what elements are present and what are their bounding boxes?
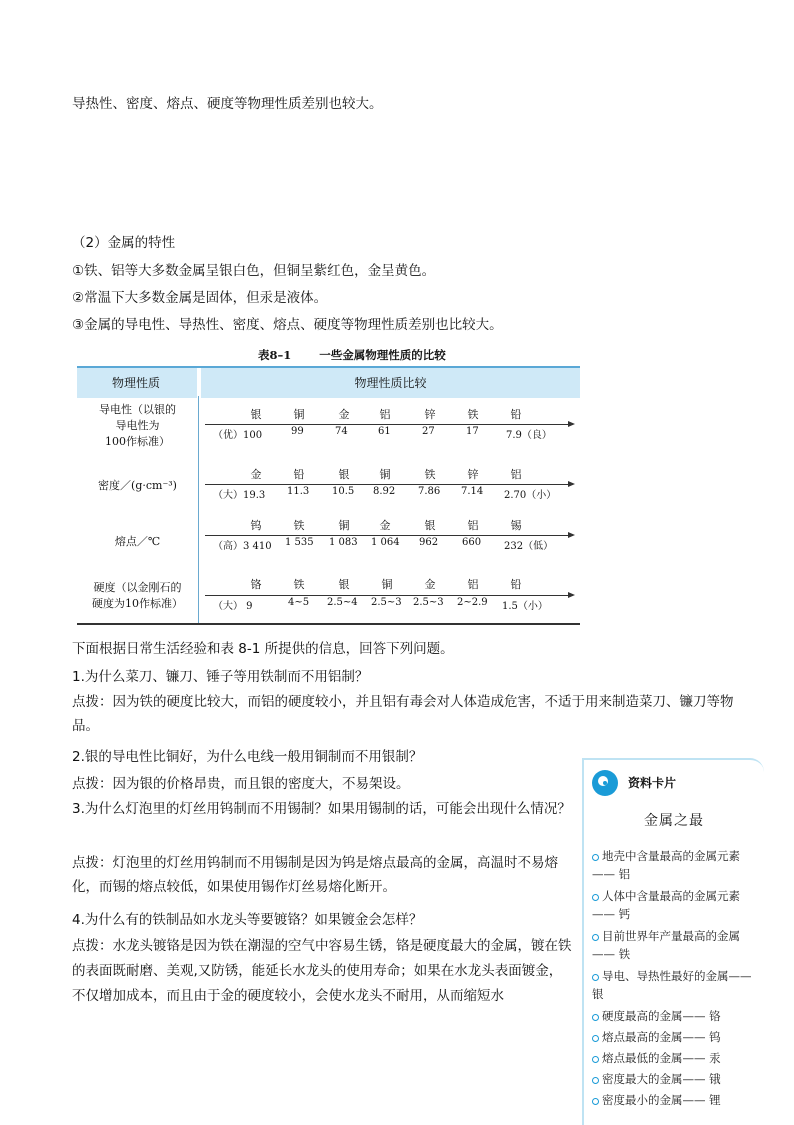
metal-value: （大） 9 <box>213 601 253 612</box>
metal-value: 4~5 <box>288 597 310 608</box>
table-header-property: 物理性质 <box>111 376 160 390</box>
answer-2: 点拨：因为银的价格昂贵，而且银的密度大，不易架设。 <box>72 776 410 792</box>
question-2: 2.银的导电性比铜好，为什么电线一般用铜制而不用银制？ <box>72 749 423 765</box>
metal-value: 1 083 <box>329 537 358 548</box>
metal-value: 1 535 <box>285 537 314 548</box>
metal-value: 2.5~3 <box>371 597 402 608</box>
card-label: 资料卡片 <box>628 776 677 790</box>
fact-item: 目前世界年产量最高的金属—— 铁 <box>592 929 740 961</box>
info-card <box>582 758 764 1125</box>
metal-properties-table <box>77 366 580 625</box>
table-header-comparison: 物理性质比较 <box>354 376 427 390</box>
metal-name: 铜 <box>338 519 350 532</box>
metal-name: 银 <box>338 468 350 481</box>
metal-name: 铅 <box>293 468 305 481</box>
metal-value: 61 <box>378 426 391 437</box>
metal-name: 金 <box>424 578 436 591</box>
table-caption <box>258 347 446 363</box>
bullet-icon <box>592 1077 599 1084</box>
metal-value: 660 <box>462 537 482 548</box>
metal-name: 铜 <box>381 578 393 591</box>
section-point-2: ②常温下大多数金属是固体，但汞是液体。 <box>72 290 328 306</box>
metal-name: 铝 <box>467 578 479 591</box>
row-label-line: 熔点／℃ <box>114 535 161 548</box>
metal-value: 17 <box>466 426 479 437</box>
table-bottom-rule <box>77 623 580 625</box>
metal-value: 7.86 <box>418 486 441 497</box>
row-label-hardness <box>77 580 198 612</box>
row-label-density <box>77 478 198 494</box>
section-point-1: ①铁、铝等大多数金属呈银白色，但铜呈紫红色，金呈黄色。 <box>72 263 436 279</box>
section-heading: （2）金属的特性 <box>72 235 176 251</box>
metal-value: 11.3 <box>287 486 310 497</box>
bullet-icon <box>592 1056 599 1063</box>
metal-name: 铁 <box>293 519 305 532</box>
metal-name: 锌 <box>467 468 479 481</box>
metal-name: 金 <box>338 408 350 421</box>
answer-1: 点拨：因为铁的硬度比较大，而铝的硬度较小，并且铝有毒会对人体造成危害，不适于用来制造菜刀、镰刀等物品。 <box>72 694 734 734</box>
fact-item: 熔点最高的金属—— 钨 <box>592 1028 762 1046</box>
bullet-icon <box>592 974 599 981</box>
row-label-line: 硬度为10作标准） <box>92 597 183 610</box>
metal-name: 锡 <box>510 519 522 532</box>
metal-name: 银 <box>424 519 436 532</box>
row-label-conductivity <box>77 402 198 450</box>
metal-value: 2.5~3 <box>413 597 444 608</box>
metal-value: 99 <box>291 426 304 437</box>
metal-value: 74 <box>335 426 348 437</box>
bullet-icon <box>592 1035 599 1042</box>
metal-value: 962 <box>419 537 439 548</box>
fact-item: 地壳中含量最高的金属元素—— 铝 <box>592 849 740 881</box>
metal-name: 铝 <box>510 468 522 481</box>
bullet-icon <box>592 854 599 861</box>
metal-value: 7.9（良） <box>506 430 552 441</box>
metal-name: 金 <box>250 468 262 481</box>
info-circle-icon <box>592 770 618 796</box>
metal-value: （高）3 410 <box>213 541 272 552</box>
metal-name: 锌 <box>424 408 436 421</box>
metal-value: 10.5 <box>332 486 355 497</box>
metal-name: 金 <box>379 519 391 532</box>
metal-value: （大）19.3 <box>213 490 266 501</box>
question-3: 3.为什么灯泡里的灯丝用钨制而不用锡制？如果用锡制的话，可能会出现什么情况？ <box>72 801 571 817</box>
metal-name: 银 <box>250 408 262 421</box>
metal-name: 铜 <box>293 408 305 421</box>
row-label-line: 导电性（以银的 <box>99 403 176 416</box>
table-header <box>77 366 580 398</box>
bullet-icon <box>592 894 599 901</box>
table-caption-number: 表8–1 <box>258 348 292 362</box>
row-label-line: 导电性为 <box>115 419 160 432</box>
table-caption-title: 一些金属物理性质的比较 <box>319 348 446 362</box>
metal-name: 铁 <box>424 468 436 481</box>
fact-item: 导电、导热性最好的金属—— 银 <box>592 969 752 1001</box>
comparison-arrow <box>205 424 573 425</box>
metal-value: 1 064 <box>371 537 400 548</box>
metal-name: 铬 <box>250 578 262 591</box>
metal-value: 232（低） <box>504 541 554 552</box>
question-4: 4.为什么有的铁制品如水龙头等要镀铬？如果镀金会怎样？ <box>72 912 423 928</box>
question-1: 1.为什么菜刀、镰刀、锤子等用铁制而不用铝制？ <box>72 669 369 685</box>
row-label-line: 硬度（以金刚石的 <box>93 581 182 594</box>
fact-item: 硬度最高的金属—— 铬 <box>592 1007 762 1025</box>
comparison-arrow <box>205 484 573 485</box>
metal-name: 铝 <box>379 408 391 421</box>
questions-intro: 下面根据日常生活经验和表 8-1 所提供的信息，回答下列问题。 <box>72 641 454 657</box>
comparison-arrow <box>205 535 573 536</box>
fact-item: 密度最小的金属—— 锂 <box>592 1091 762 1109</box>
metal-name: 银 <box>338 578 350 591</box>
section-point-3: ③金属的导电性、导热性、密度、熔点、硬度等物理性质差别也比较大。 <box>72 317 503 333</box>
metal-name: 铅 <box>510 578 522 591</box>
bullet-icon <box>592 1098 599 1105</box>
metal-name: 铁 <box>467 408 479 421</box>
comparison-arrow <box>205 595 573 596</box>
metal-value: 2.70（小） <box>504 490 557 501</box>
metal-value: 7.14 <box>461 486 484 497</box>
metal-name: 铅 <box>510 408 522 421</box>
answer-4: 点拨：水龙头镀铬是因为铁在潮湿的空气中容易生锈，铬是硬度最大的金属，镀在铁的表面既耐磨、美观,又防锈，能延长水龙头的使用寿命；如果在水龙头表面镀金，不仅增加成本，而且由于金的硬度较小，会使水龙头不耐用，从而缩短水 <box>72 938 572 1004</box>
metal-value: 2~2.9 <box>457 597 488 608</box>
answer-3: 点拨：灯泡里的灯丝用钨制而不用锡制是因为钨是熔点最高的金属，高温时不易熔化，而锡的熔点较低，如果使用锡作灯丝易熔化断开。 <box>72 855 558 895</box>
metal-name: 铝 <box>467 519 479 532</box>
bullet-icon <box>592 934 599 941</box>
bullet-icon <box>592 1014 599 1021</box>
fact-item: 熔点最低的金属—— 汞 <box>592 1049 762 1067</box>
fact-item: 人体中含量最高的金属元素—— 钙 <box>592 889 740 921</box>
metal-value: 1.5（小） <box>502 601 548 612</box>
row-label-line: 100作标准） <box>105 435 170 448</box>
metal-name: 铜 <box>379 468 391 481</box>
metal-value: 2.5~4 <box>327 597 358 608</box>
metal-name: 钨 <box>250 519 262 532</box>
row-label-melting-point <box>77 534 198 550</box>
top-text: 导热性、密度、熔点、硬度等物理性质差别也较大。 <box>72 96 383 112</box>
card-title: 金属之最 <box>644 813 704 829</box>
metal-value: 27 <box>422 426 435 437</box>
table-column-divider <box>198 396 199 623</box>
metal-value: 8.92 <box>373 486 396 497</box>
metal-name: 铁 <box>293 578 305 591</box>
fact-item: 密度最大的金属—— 锇 <box>592 1070 762 1088</box>
metal-value: （优）100 <box>213 430 263 441</box>
row-label-line: 密度／(g·cm⁻³) <box>98 479 177 492</box>
